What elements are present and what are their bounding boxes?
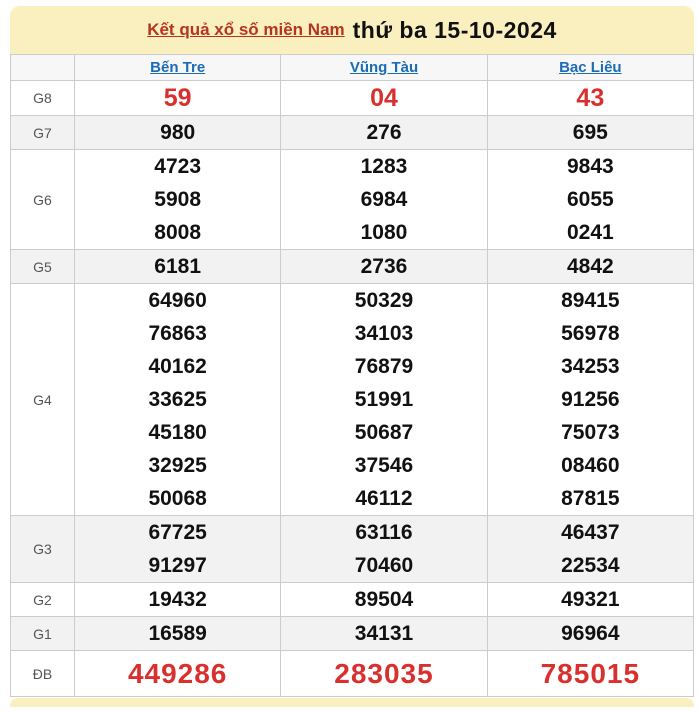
prize-number: 6984: [360, 188, 408, 211]
prize-values-cell: [487, 81, 693, 116]
prize-values-cell: [75, 116, 281, 150]
prize-number: 8008: [154, 221, 202, 244]
prize-label: G1: [11, 617, 75, 651]
prize-number: 33625: [148, 388, 207, 411]
prize-values-cell: [487, 651, 693, 697]
prize-values-cell: [75, 516, 281, 583]
prize-values-cell: [75, 284, 281, 516]
prize-number: 91297: [148, 554, 207, 577]
prize-values-cell: [487, 284, 693, 516]
prize-row: [11, 516, 694, 583]
province-header: [487, 55, 693, 81]
prize-number: 89415: [561, 289, 620, 312]
prize-row: [11, 81, 694, 116]
prize-number: 32925: [148, 454, 207, 477]
prize-number: 46437: [561, 521, 620, 544]
prize-number: 49321: [561, 588, 620, 611]
prize-number: 19432: [148, 588, 207, 611]
prize-number: 6055: [566, 188, 614, 211]
prize-number: 46112: [355, 487, 413, 510]
prize-values-cell: [487, 250, 693, 284]
prize-number: 04: [370, 84, 398, 112]
prize-label: G4: [11, 284, 75, 516]
prize-values-cell: [75, 250, 281, 284]
prize-number: 37546: [354, 454, 414, 477]
prize-number: 980: [160, 121, 196, 144]
prize-number: 50329: [354, 289, 414, 312]
province-link-ben-tre[interactable]: Bến Tre: [150, 59, 206, 76]
prize-number: 2736: [360, 255, 408, 278]
prize-values-cell: [281, 583, 487, 617]
prize-number: 1283: [360, 155, 408, 178]
prize-number: 76863: [148, 322, 207, 345]
province-header: [75, 55, 281, 81]
region-title-link[interactable]: Kết quả xổ số miền Nam: [147, 20, 345, 39]
prize-values-cell: [75, 651, 281, 697]
results-body: [11, 81, 694, 697]
prize-values-cell: [487, 617, 693, 651]
prize-label: G3: [11, 516, 75, 583]
corner-cell: [11, 55, 75, 81]
results-table: [10, 54, 694, 697]
prize-number: 4723: [154, 155, 202, 178]
prize-number: 449286: [127, 658, 228, 689]
title-bar: [10, 6, 694, 54]
prize-number: 70460: [354, 554, 414, 577]
prize-row: [11, 250, 694, 284]
prize-values-cell: [75, 617, 281, 651]
prize-number: 43: [576, 84, 605, 112]
prize-number: 56978: [561, 322, 620, 345]
prize-values-cell: [487, 583, 693, 617]
prize-row: [11, 617, 694, 651]
province-link-bac-lieu[interactable]: Bạc Liêu: [559, 59, 622, 76]
prize-values-cell: [75, 583, 281, 617]
prize-number: 6181: [154, 255, 202, 278]
prize-number: 89504: [354, 588, 414, 611]
prize-number: 276: [366, 121, 402, 144]
prize-number: 5908: [154, 188, 202, 211]
prize-row: [11, 651, 694, 697]
prize-values-cell: [487, 150, 693, 250]
prize-number: 22534: [561, 554, 620, 577]
prize-number: 59: [163, 84, 192, 112]
prize-number: 40162: [148, 355, 207, 378]
prize-values-cell: [281, 617, 487, 651]
prize-values-cell: [281, 651, 487, 697]
prize-values-cell: [281, 284, 487, 516]
prize-row: [11, 284, 694, 516]
prize-number: 45180: [148, 421, 207, 444]
prize-number: 76879: [354, 355, 414, 378]
results-panel: [10, 6, 694, 697]
prize-values-cell: [75, 150, 281, 250]
prize-number: 50068: [148, 487, 207, 510]
prize-values-cell: [281, 116, 487, 150]
prize-number: 51991: [354, 388, 414, 411]
prize-values-cell: [281, 516, 487, 583]
prize-number: 34253: [561, 355, 620, 378]
prize-number: 91256: [561, 388, 620, 411]
prize-number: 96964: [561, 622, 620, 645]
prize-number: 283035: [334, 658, 434, 689]
prize-number: 63116: [355, 521, 413, 544]
prize-number: 9843: [566, 155, 614, 178]
province-link-vung-tau[interactable]: Vũng Tàu: [349, 59, 419, 76]
prize-row: [11, 116, 694, 150]
prize-number: 34103: [354, 322, 414, 345]
prize-values-cell: [75, 81, 281, 116]
column-header-row: [11, 55, 694, 81]
prize-values-cell: [281, 150, 487, 250]
prize-number: 695: [572, 121, 608, 144]
prize-number: 64960: [148, 289, 207, 312]
prize-number: 75073: [561, 421, 620, 444]
prize-label: G2: [11, 583, 75, 617]
prize-label: ĐB: [11, 651, 75, 697]
prize-row: [11, 150, 694, 250]
prize-number: 08460: [561, 454, 620, 477]
prize-values-cell: [487, 516, 693, 583]
prize-row: [11, 583, 694, 617]
prize-number: 34131: [354, 622, 414, 645]
prize-number: 67725: [148, 521, 207, 544]
draw-date-text: thứ ba 15-10-2024: [352, 16, 557, 43]
prize-number: 785015: [540, 658, 641, 689]
prize-number: 16589: [148, 622, 207, 645]
prize-label: G5: [11, 250, 75, 284]
prize-number: 87815: [561, 487, 620, 510]
prize-label: G7: [11, 116, 75, 150]
prize-label: G8: [11, 81, 75, 116]
prize-number: 4842: [566, 255, 614, 278]
prize-values-cell: [281, 250, 487, 284]
prize-number: 1080: [360, 221, 408, 244]
prize-label: G6: [11, 150, 75, 250]
province-header: [281, 55, 487, 81]
prize-values-cell: [487, 116, 693, 150]
prize-values-cell: [281, 81, 487, 116]
prize-number: 50687: [354, 421, 414, 444]
prize-number: 0241: [566, 221, 614, 244]
